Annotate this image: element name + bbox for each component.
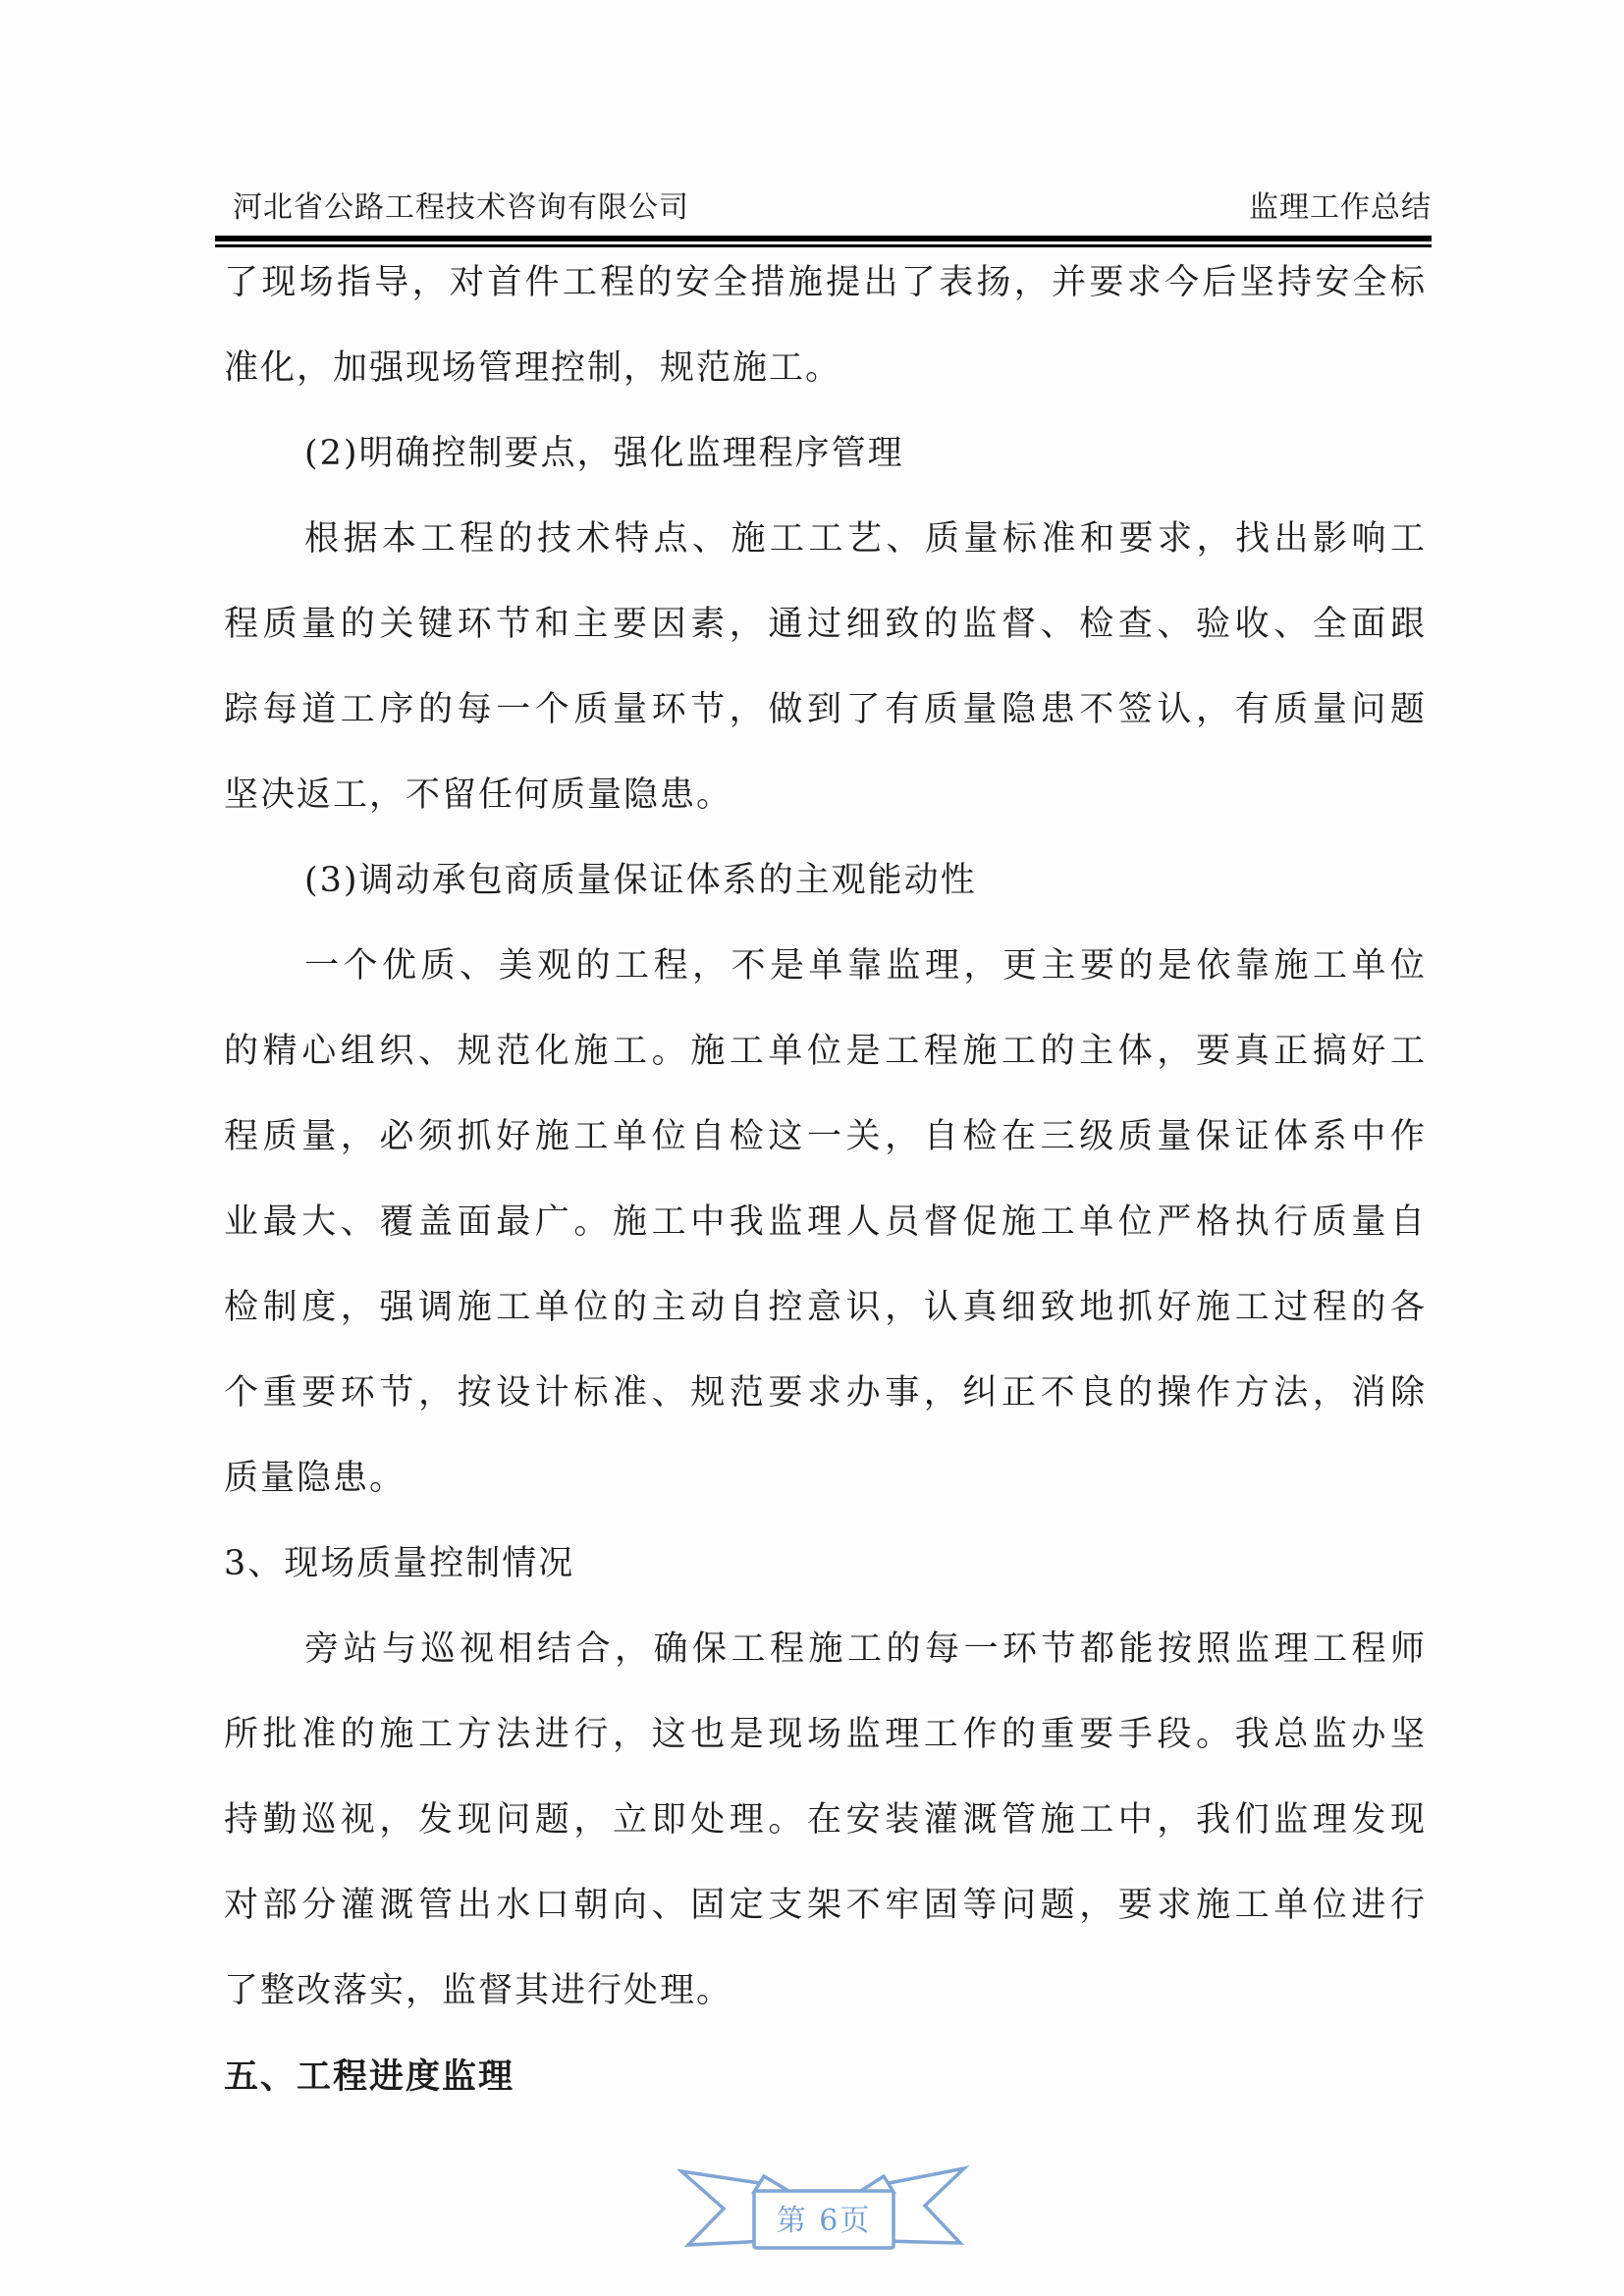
header-company-name: 河北省公路工程技术咨询有限公司 xyxy=(233,190,689,225)
body-line: (2)明确控制要点，强化监理程序管理 xyxy=(304,434,904,473)
body-line: 坚决返工，不留任何质量隐患。 xyxy=(224,775,733,815)
body-line: 了现场指导，对首件工程的安全措施提出了表扬，并要求今后坚持安全标 xyxy=(224,263,1427,302)
body-line: 旁站与巡视相结合，确保工程施工的每一环节都能按照监理工程师 xyxy=(304,1629,1427,1669)
body-line: 程质量的关键环节和主要因素，通过细致的监督、检查、验收、全面跟 xyxy=(224,605,1427,644)
ribbon-right-flag xyxy=(884,2168,964,2243)
page-number-ribbon xyxy=(677,2155,972,2272)
body-line: 所批准的施工方法进行，这也是现场监理工作的重要手段。我总监办坚 xyxy=(224,1715,1427,1754)
page-number-label: 第 6页 xyxy=(776,2204,872,2238)
body-line: 根据本工程的技术特点、施工工艺、质量标准和要求，找出影响工 xyxy=(304,519,1427,559)
body-line: 踪每道工序的每一个质量环节，做到了有质量隐患不签认，有质量问题 xyxy=(224,690,1427,729)
body-line: 个重要环节，按设计标准、规范要求办事，纠正不良的操作方法，消除 xyxy=(224,1373,1427,1413)
body-line: (3)调动承包商质量保证体系的主观能动性 xyxy=(304,861,977,900)
ribbon-banner-icon xyxy=(677,2155,972,2272)
body-line: 准化，加强现场管理控制，规范施工。 xyxy=(224,348,842,388)
body-line: 了整改落实，监督其进行处理。 xyxy=(224,1971,733,2010)
body-line: 五、工程进度监理 xyxy=(224,2056,515,2097)
body-line: 质量隐患。 xyxy=(224,1459,406,1498)
document-body xyxy=(224,240,1427,2119)
header-doc-title: 监理工作总结 xyxy=(1249,190,1432,225)
page-header xyxy=(215,188,1432,228)
body-line: 持勤巡视，发现问题，立即处理。在安装灌溉管施工中，我们监理发现 xyxy=(224,1800,1427,1840)
body-line: 的精心组织、规范化施工。施工单位是工程施工的主体，要真正搞好工 xyxy=(224,1032,1427,1071)
body-line: 3、现场质量控制情况 xyxy=(224,1544,575,1583)
body-line: 一个优质、美观的工程，不是单靠监理，更主要的是依靠施工单位 xyxy=(304,946,1427,986)
body-line: 业最大、覆盖面最广。施工中我监理人员督促施工单位严格执行质量自 xyxy=(224,1202,1427,1242)
body-line: 检制度，强调施工单位的主动自控意识，认真细致地抓好施工过程的各 xyxy=(224,1288,1427,1327)
body-line: 程质量，必须抓好施工单位自检这一关，自检在三级质量保证体系中作 xyxy=(224,1117,1427,1156)
body-line: 对部分灌溉管出水口朝向、固定支架不牢固等问题，要求施工单位进行 xyxy=(224,1886,1427,1925)
